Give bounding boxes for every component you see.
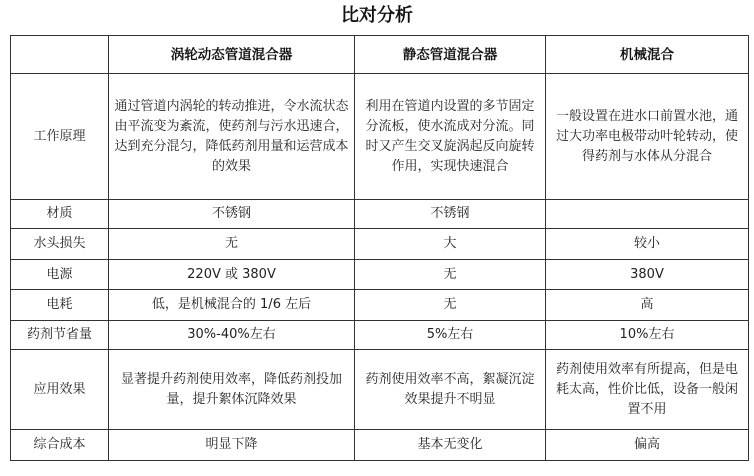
header-mechanical-mixing: 机械混合	[546, 36, 749, 74]
comparison-table	[10, 35, 749, 461]
row-label: 电源	[11, 260, 109, 290]
row-label: 电耗	[11, 290, 109, 321]
table-row	[11, 200, 749, 229]
cell-static: 5%左右	[355, 321, 546, 350]
row-label: 应用效果	[11, 350, 109, 430]
table-row	[11, 290, 749, 321]
cell-static: 无	[355, 290, 546, 321]
cell-static: 无	[355, 260, 546, 290]
cell-mechanical: 一般设置在进水口前置水池，通过大功率电极带动叶轮转动，使得药剂与水体从分混合	[546, 74, 749, 200]
cell-mechanical: 药剂使用效率有所提高，但是电耗太高，性价比低，设备一般闲置不用	[546, 350, 749, 430]
cell-mechanical: 10%左右	[546, 321, 749, 350]
cell-static: 利用在管道内设置的多节固定分流板，使水流成对分流。同时又产生交叉旋涡起反向旋转作用，实现快速混合	[355, 74, 546, 200]
row-label: 工作原理	[11, 74, 109, 200]
cell-mechanical: 高	[546, 290, 749, 321]
cell-mechanical: 380V	[546, 260, 749, 290]
cell-turbine: 220V 或 380V	[109, 260, 355, 290]
row-label: 药剂节省量	[11, 321, 109, 350]
header-corner	[11, 36, 109, 74]
table-row	[11, 350, 749, 430]
header-static-mixer: 静态管道混合器	[355, 36, 546, 74]
row-label: 材质	[11, 200, 109, 229]
row-label: 水头损失	[11, 229, 109, 260]
cell-static: 基本无变化	[355, 430, 546, 461]
cell-turbine: 30%-40%左右	[109, 321, 355, 350]
table-row	[11, 74, 749, 200]
table-row	[11, 321, 749, 350]
cell-turbine: 不锈钢	[109, 200, 355, 229]
cell-static: 不锈钢	[355, 200, 546, 229]
table-row	[11, 430, 749, 461]
cell-turbine: 显著提升药剂使用效率，降低药剂投加量，提升絮体沉降效果	[109, 350, 355, 430]
cell-static: 大	[355, 229, 546, 260]
cell-turbine: 明显下降	[109, 430, 355, 461]
cell-turbine: 低，是机械混合的 1/6 左后	[109, 290, 355, 321]
table-row	[11, 260, 749, 290]
page-title: 比对分析	[341, 5, 413, 26]
table-row	[11, 229, 749, 260]
cell-turbine: 通过管道内涡轮的转动推进，令水流状态由平流变为紊流，使药剂与污水迅速合，达到充分混匀，降低药剂用量和运营成本的效果	[109, 74, 355, 200]
cell-turbine: 无	[109, 229, 355, 260]
header-turbine-mixer: 涡轮动态管道混合器	[109, 36, 355, 74]
cell-mechanical	[546, 200, 749, 229]
cell-mechanical: 偏高	[546, 430, 749, 461]
cell-mechanical: 较小	[546, 229, 749, 260]
table-header-row	[11, 36, 749, 74]
cell-static: 药剂使用效率不高，絮凝沉淀效果提升不明显	[355, 350, 546, 430]
row-label: 综合成本	[11, 430, 109, 461]
